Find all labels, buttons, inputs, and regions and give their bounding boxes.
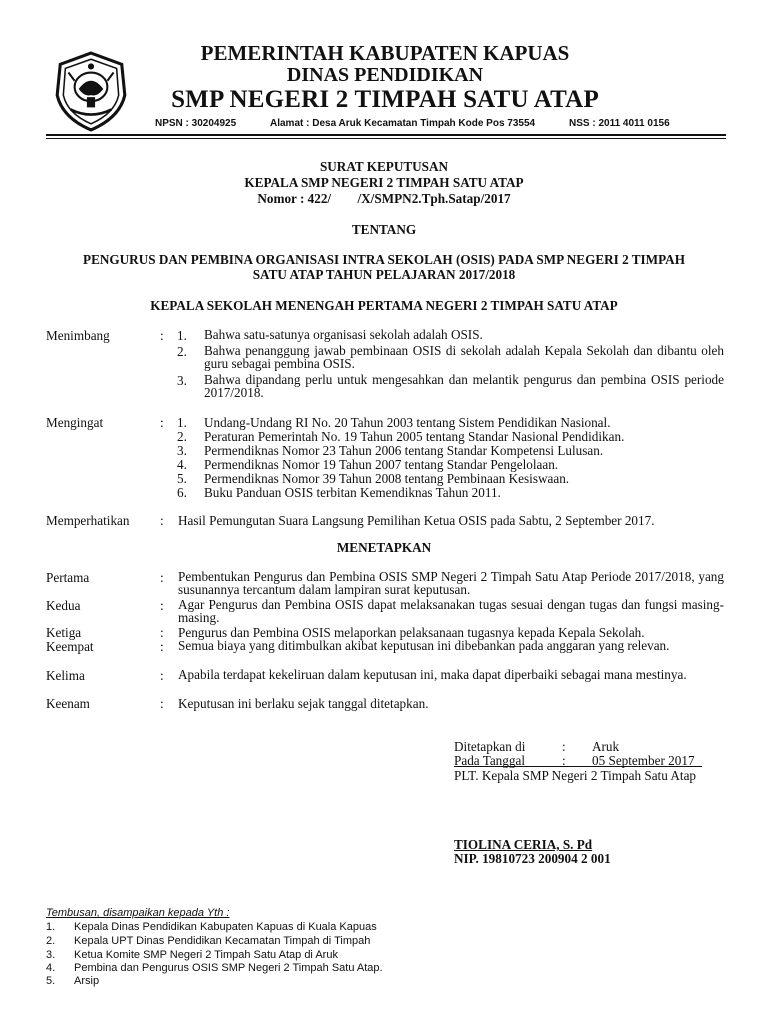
list-number: 5. (177, 471, 187, 486)
colon: : (562, 739, 566, 754)
date-underline (454, 753, 702, 767)
colon: : (160, 639, 164, 654)
header-npsn: NPSN : 30204925 (155, 118, 237, 129)
header-address: Alamat : Desa Aruk Kecamatan Timpah Kode Pos 73554 (270, 118, 536, 129)
section-label-memperhatikan: Memperhatikan (46, 513, 130, 528)
header-agency: DINAS PENDIDIKAN (286, 64, 484, 86)
tembusan-item: Arsip (74, 975, 100, 987)
mengingat-item: Peraturan Pemerintah No. 19 Tahun 2005 tentang Standar Nasional Pendidikan. (204, 429, 625, 444)
list-number: 3. (177, 443, 187, 458)
tembusan-item: Kepala Dinas Pendidikan Kabupaten Kapuas di Kuala Kapuas (74, 921, 377, 933)
tembusan-title: Tembusan, disampaikan kepada Yth : (46, 907, 230, 919)
list-number: 1. (177, 415, 187, 430)
regency-emblem-logo (50, 50, 132, 132)
doc-tentang: TENTANG (351, 222, 417, 237)
colon: : (160, 696, 164, 711)
tembusan-item: Pembina dan Pengurus OSIS SMP Negeri 2 Timpah Satu Atap. (74, 962, 383, 974)
doc-number: Nomor : 422/ /X/SMPN2.Tph.Satap/2017 (257, 191, 511, 206)
doc-title: SURAT KEPUTUSAN (319, 159, 449, 174)
mengingat-item: Buku Panduan OSIS terbitan Kemendiknas Tahun 2011. (204, 485, 501, 500)
decision-text: Semua biaya yang ditimbulkan akibat keputusan ini dibebankan pada anggaran yang relevan. (178, 638, 670, 653)
doc-authority: KEPALA SEKOLAH MENENGAH PERTAMA NEGERI 2 TIMPAH SATU ATAP (150, 298, 618, 313)
list-number: 2. (177, 344, 187, 359)
decision-label: Pertama (46, 570, 90, 585)
menimbang-item: Bahwa satu-satunya organisasi sekolah adalah OSIS. (204, 327, 483, 342)
signatory-name: TIOLINA CERIA, S. Pd (454, 837, 593, 852)
header-nss: NSS : 2011 4011 0156 (569, 118, 670, 129)
menimbang-item: Bahwa dipandang perlu untuk mengesahkan dan melantik pengurus dan pembina OSIS periode 2017/2018. (204, 372, 724, 400)
colon: : (562, 753, 566, 768)
header-school-name: SMP NEGERI 2 TIMPAH SATU ATAP (171, 86, 599, 113)
memperhatikan-text: Hasil Pemungutan Suara Langsung Pemilihan Ketua OSIS pada Sabtu, 2 September 2017. (178, 513, 655, 528)
colon: : (160, 513, 164, 528)
colon: : (160, 625, 164, 640)
decision-text: Pengurus dan Pembina OSIS melaporkan pelaksanaan tugasnya kepada Kepala Sekolah. (178, 625, 645, 640)
decision-label: Keempat (46, 639, 94, 654)
decision-label: Ketiga (46, 625, 82, 640)
colon: : (160, 598, 164, 613)
list-number: 3. (46, 949, 56, 961)
colon: : (160, 570, 164, 585)
decision-text: Pembentukan Pengurus dan Pembina OSIS SMP Negeri 2 Timpah Satu Atap Periode 2017/2018, yang susunannya tercantum dalam lampiran surat keputusan. (178, 569, 724, 597)
mengingat-item: Permendiknas Nomor 39 Tahun 2008 tentang Pembinaan Kesiswaan. (204, 471, 570, 486)
tembusan-item: Kepala UPT Dinas Pendidikan Kecamatan Timpah di Timpah (74, 935, 371, 947)
list-number: 5. (46, 975, 56, 987)
decision-label: Kelima (46, 668, 85, 683)
decision-label: Kedua (46, 598, 81, 613)
decision-label: Keenam (46, 696, 90, 711)
place-label: Ditetapkan di (454, 739, 526, 754)
date-value: 05 September 2017 (592, 753, 695, 768)
list-number: 2. (46, 935, 56, 947)
decision-text: Agar Pengurus dan Pembina OSIS dapat melaksanakan tugas sesuai dengan tugas dan fungsi masing-masing. (178, 597, 724, 625)
place-value: Aruk (592, 739, 620, 754)
decision-text: Apabila terdapat kekeliruan dalam keputusan ini, maka dapat diperbaiki sebagai mana mestinya. (178, 667, 687, 682)
list-number: 3. (177, 373, 187, 388)
section-label-menimbang: Menimbang (46, 328, 110, 343)
date-label: Pada Tanggal (454, 753, 525, 768)
mengingat-item: Permendiknas Nomor 23 Tahun 2006 tentang Standar Kompetensi Lulusan. (204, 443, 604, 458)
list-number: 1. (46, 921, 56, 933)
list-number: 4. (177, 457, 187, 472)
list-number: 2. (177, 429, 187, 444)
header-divider-thin (46, 138, 726, 139)
section-label-mengingat: Mengingat (46, 415, 104, 430)
signatory-nip: NIP. 19810723 200904 2 001 (454, 851, 611, 866)
header-divider-thick (46, 134, 726, 136)
mengingat-item: Undang-Undang RI No. 20 Tahun 2003 tentang Sistem Pendidikan Nasional. (204, 415, 611, 430)
doc-subject-line1: PENGURUS DAN PEMBINA ORGANISASI INTRA SEKOLAH (OSIS) PADA SMP NEGERI 2 TIMPAH (83, 252, 685, 267)
colon: : (160, 415, 164, 430)
colon: : (160, 668, 164, 683)
menetapkan-heading: MENETAPKAN (336, 540, 432, 555)
menimbang-item: Bahwa penanggung jawab pembinaan OSIS di sekolah adalah Kepala Sekolah dan dibantu oleh guru sebagai pembina OSIS. (204, 343, 724, 371)
colon: : (160, 328, 164, 343)
doc-subject-line2: SATU ATAP TAHUN PELAJARAN 2017/2018 (252, 267, 516, 282)
doc-issuer: KEPALA SMP NEGERI 2 TIMPAH SATU ATAP (244, 175, 524, 190)
list-number: 1. (177, 328, 187, 343)
list-number: 6. (177, 485, 187, 500)
list-number: 4. (46, 962, 56, 974)
signatory-position: PLT. Kepala SMP Negeri 2 Timpah Satu Atap (454, 768, 697, 783)
mengingat-item: Permendiknas Nomor 19 Tahun 2007 tentang Standar Pengelolaan. (204, 457, 559, 472)
header-government: PEMERINTAH KABUPATEN KAPUAS (200, 41, 570, 65)
tembusan-item: Ketua Komite SMP Negeri 2 Timpah Satu Atap di Aruk (74, 949, 338, 961)
decision-text: Keputusan ini berlaku sejak tanggal ditetapkan. (178, 696, 429, 711)
